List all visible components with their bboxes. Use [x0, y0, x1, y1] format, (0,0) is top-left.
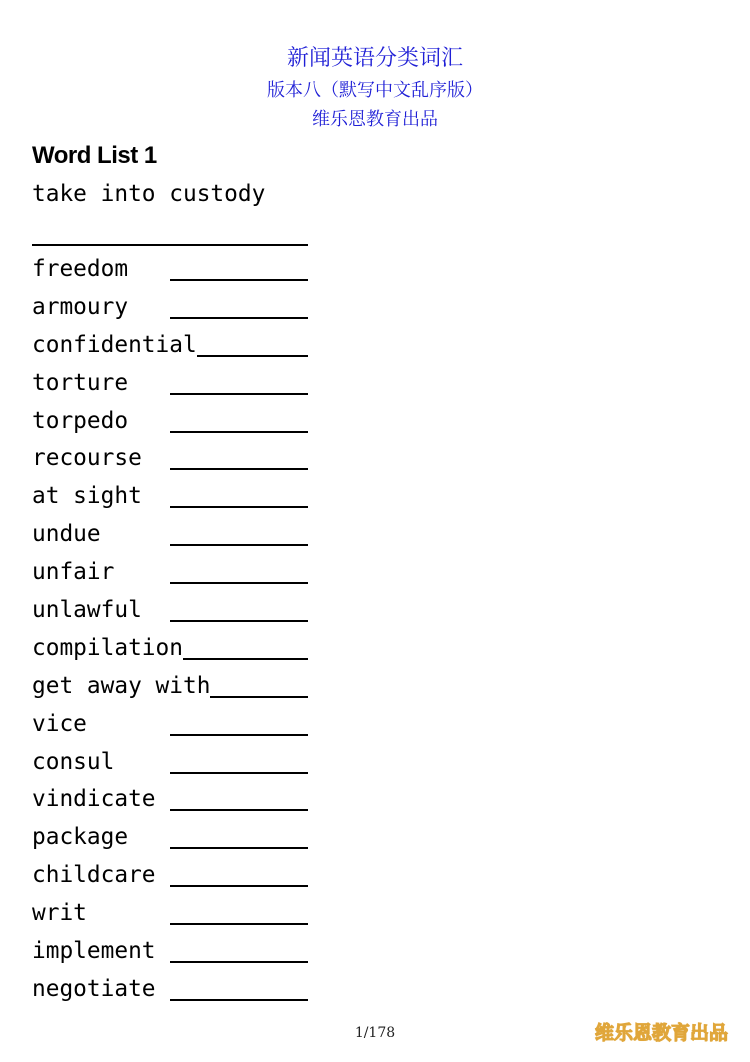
first-term-answer-blank	[32, 222, 308, 246]
word-row	[32, 480, 308, 518]
word-row	[32, 556, 308, 594]
answer-blank	[170, 393, 308, 395]
word-term: confidential	[32, 331, 197, 358]
word-term: undue	[32, 521, 101, 548]
word-term: childcare	[32, 862, 156, 889]
word-term: unlawful	[32, 597, 142, 624]
word-term: armoury	[32, 293, 129, 320]
word-row	[32, 367, 308, 405]
answer-blank	[170, 885, 308, 887]
word-row	[32, 708, 308, 746]
word-list-heading: Word List 1	[32, 142, 157, 169]
document-title: 新闻英语分类词汇	[286, 46, 463, 71]
word-term: recourse	[32, 445, 142, 472]
word-row	[32, 973, 308, 1011]
word-row	[32, 670, 308, 708]
word-term: writ	[32, 900, 87, 927]
answer-blank	[197, 355, 308, 357]
answer-blank	[210, 696, 308, 698]
answer-blank	[170, 999, 308, 1001]
answer-blank	[170, 582, 308, 584]
word-term: at sight	[32, 483, 142, 510]
word-row	[32, 329, 308, 367]
word-row	[32, 821, 308, 859]
word-term: vice	[32, 710, 87, 737]
word-row	[32, 518, 308, 556]
answer-blank	[170, 620, 308, 622]
answer-blank	[170, 772, 308, 774]
word-term: consul	[32, 748, 115, 775]
word-term: torpedo	[32, 407, 129, 434]
word-row	[32, 632, 308, 670]
answer-blank	[170, 431, 308, 433]
word-row	[32, 442, 308, 480]
word-term: negotiate	[32, 975, 156, 1002]
document-subtitle: 版本八（默写中文乱序版）	[267, 80, 483, 101]
word-row	[32, 746, 308, 784]
word-term: torture	[32, 369, 129, 396]
word-row	[32, 405, 308, 443]
answer-blank	[170, 923, 308, 925]
answer-blank	[170, 847, 308, 849]
word-row	[32, 897, 308, 935]
word-row	[32, 594, 308, 632]
answer-blank	[170, 809, 308, 811]
word-list	[32, 253, 332, 1011]
answer-blank	[170, 734, 308, 736]
answer-blank	[170, 279, 308, 281]
word-row	[32, 291, 308, 329]
answer-blank	[170, 544, 308, 546]
answer-blank	[170, 506, 308, 508]
word-row	[32, 253, 308, 291]
word-term: get away with	[32, 672, 211, 699]
word-term: package	[32, 824, 129, 851]
page-number: 1/178	[354, 1025, 396, 1041]
answer-blank	[170, 961, 308, 963]
publisher-line: 维乐恩教育出品	[312, 109, 438, 130]
word-row	[32, 935, 308, 973]
word-term: implement	[32, 938, 156, 965]
watermark-logo: 维乐恩教育出品	[594, 1022, 728, 1044]
word-term: vindicate	[32, 786, 156, 813]
answer-blank	[183, 658, 308, 660]
first-term: take into custody	[32, 181, 266, 207]
answer-blank	[170, 468, 308, 470]
word-row	[32, 859, 308, 897]
word-row	[32, 783, 308, 821]
answer-blank	[170, 317, 308, 319]
word-term: compilation	[32, 634, 183, 661]
word-term: unfair	[32, 559, 115, 586]
word-term: freedom	[32, 256, 129, 282]
